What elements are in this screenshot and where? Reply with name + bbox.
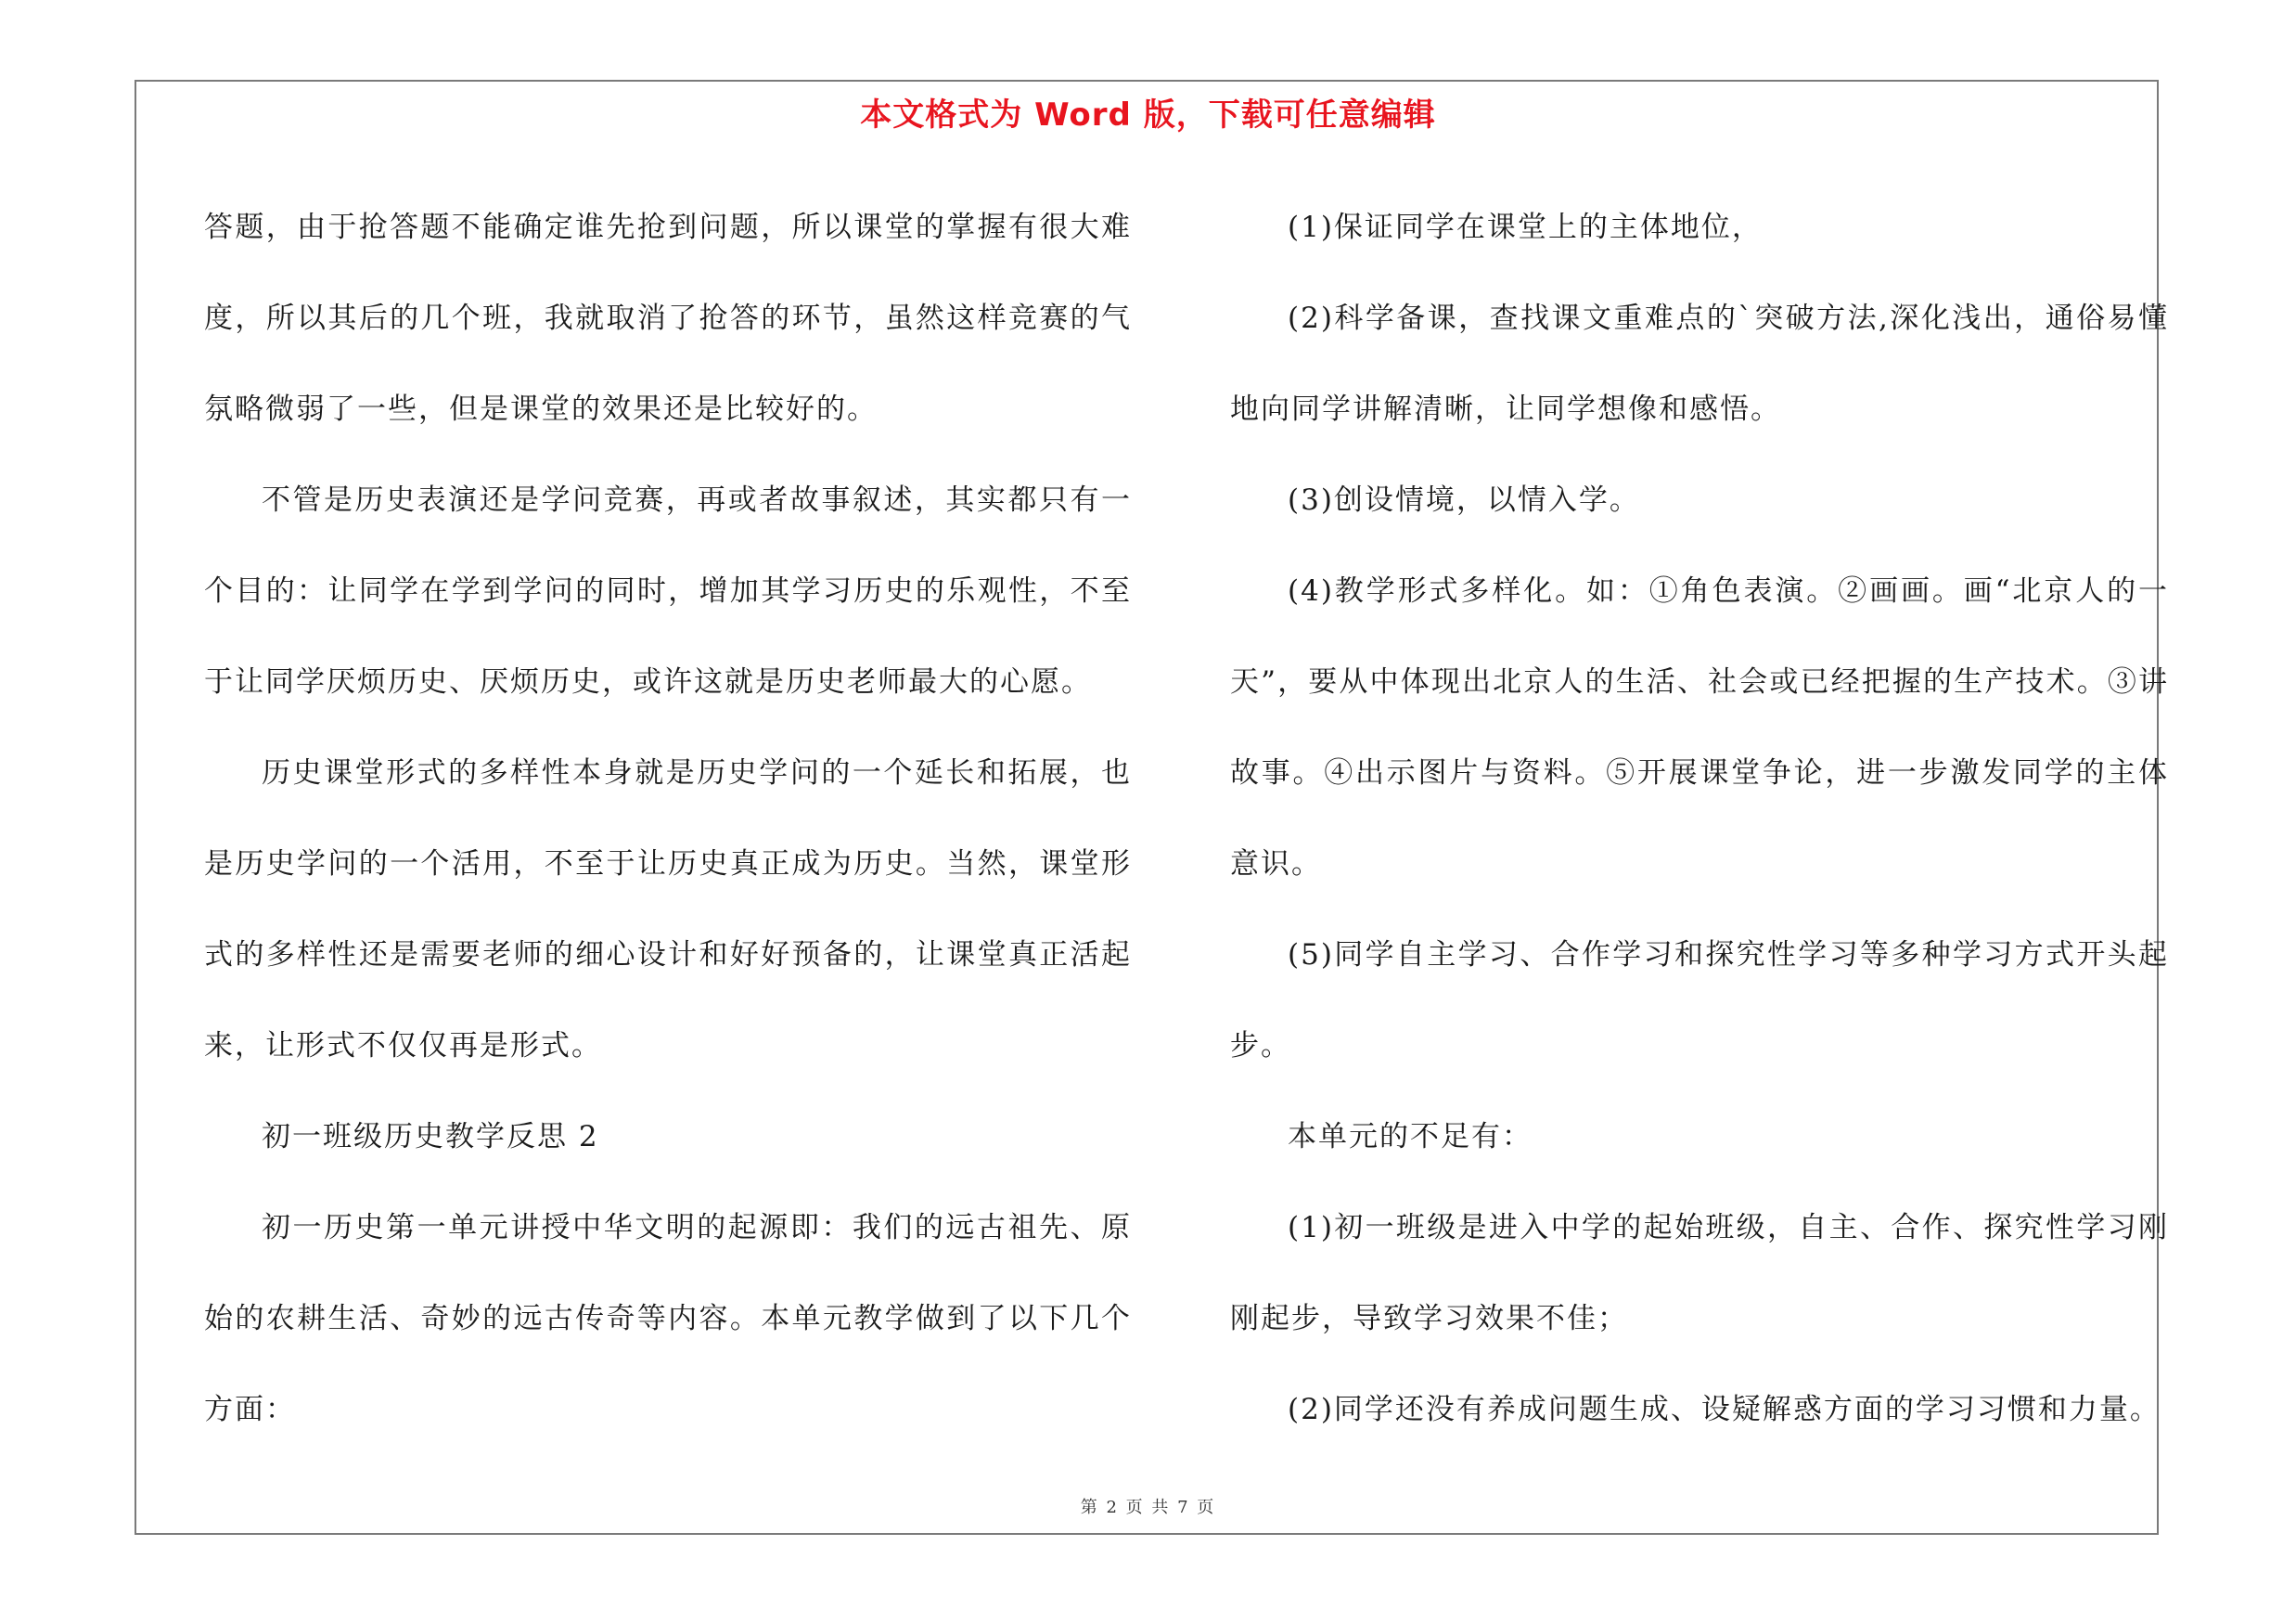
right-column [1230, 182, 2169, 1455]
list-item: (5)同学自主学习、合作学习和探究性学习等多种学习方式开头起步。 [1230, 938, 2169, 1063]
paragraph: 不管是历史表演还是学问竞赛，再或者故事叙述，其实都只有一个目的：让同学在学到学问的同时，增加其学习历史的乐观性，不至于让同学厌烦历史、厌烦历史，或许这就是历史老师最大的心愿。 [204, 483, 1132, 699]
list-item: (3)创设情境，以情入学。 [1288, 483, 1640, 517]
paragraph: 初一历史第一单元讲授中华文明的起源即：我们的远古祖先、原始的农耕生活、奇妙的远古传奇等内容。本单元教学做到了以下几个方面： [204, 1211, 1132, 1426]
section-heading: 初一班级历史教学反思 2 [262, 1120, 599, 1153]
paragraph: 答题，由于抢答题不能确定谁先抢到问题，所以课堂的掌握有很大难度，所以其后的几个班，我就取消了抢答的环节，虽然这样竞赛的气氛略微弱了一些，但是课堂的效果还是比较好的。 [204, 211, 1132, 426]
left-column [204, 182, 1132, 1455]
paragraph: 历史课堂形式的多样性本身就是历史学问的一个延长和拓展，也是历史学问的一个活用，不至于让历史真正成为历史。当然，课堂形式的多样性还是需要老师的细心设计和好好预备的，让课堂真正活起来，让形式不仅仅再是形式。 [204, 756, 1132, 1063]
paragraph: 本单元的不足有： [1288, 1120, 1533, 1153]
document-header-title: 本文格式为 Word 版，下载可任意编辑 [860, 97, 1436, 134]
list-item: (4)教学形式多样化。如：①角色表演。②画画。画“北京人的一天”，要从中体现出北京人的生活、社会或已经把握的生产技术。③讲故事。④出示图片与资料。⑤开展课堂争论，进一步激发同学的主体意识。 [1230, 574, 2169, 881]
page-number-footer: 第 2 页 共 7 页 [1080, 1498, 1216, 1517]
list-item: (2)科学备课，查找课文重难点的`突破方法,深化浅出，通俗易懂地向同学讲解清晰，让同学想像和感悟。 [1230, 302, 2169, 426]
list-item: (1)保证同学在课堂上的主体地位， [1288, 211, 1763, 244]
list-item: (2)同学还没有养成问题生成、设疑解惑方面的学习习惯和力量。 [1288, 1393, 2161, 1426]
list-item: (1)初一班级是进入中学的起始班级，自主、合作、探究性学习刚刚起步，导致学习效果不佳； [1230, 1211, 2169, 1335]
